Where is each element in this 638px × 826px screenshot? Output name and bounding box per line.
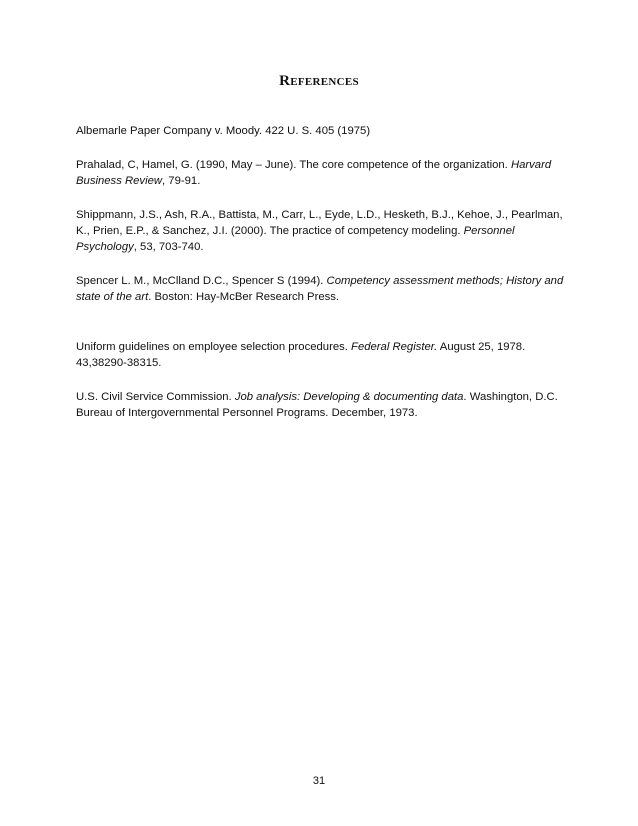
reference-text: Albemarle Paper Company v. Moody. 422 U. S. 405 (1975) bbox=[76, 125, 371, 137]
reference-list bbox=[76, 123, 576, 439]
reference-item bbox=[76, 157, 576, 189]
reference-text: , 53, 703-740. bbox=[133, 241, 204, 253]
reference-text: . Boston: Hay-McBer Research Press. bbox=[148, 291, 340, 303]
reference-source-title: Competency assessment methods; History and state of the art bbox=[76, 275, 564, 303]
page-number: 31 bbox=[312, 775, 326, 787]
reference-source-title: Harvard Business Review bbox=[76, 159, 552, 187]
reference-text: U.S. Civil Service Commission. bbox=[76, 391, 235, 403]
reference-text: Uniform guidelines on employee selection procedures. bbox=[76, 341, 352, 353]
reference-item bbox=[76, 389, 576, 421]
page-title: References bbox=[279, 73, 359, 89]
reference-text: August 25, 1978. 43,38290-38315. bbox=[76, 341, 526, 369]
reference-text: , 79-91. bbox=[162, 175, 201, 187]
reference-text: Shippmann, J.S., Ash, R.A., Battista, M., Carr, L., Eyde, L.D., Hesketh, B.J., Kehoe, J., Pearlman, K., Prien, E.P., & Sanchez, J.I. (2000). The practice of competency modeling. bbox=[76, 209, 563, 237]
reference-item bbox=[76, 207, 576, 255]
reference-item bbox=[76, 123, 576, 139]
reference-text: . Washington, D.C. Bureau of Intergovernmental Personnel Programs. December, 1973. bbox=[76, 391, 558, 419]
reference-source-title: Job analysis: Developing & documenting data bbox=[234, 391, 464, 403]
reference-item bbox=[76, 273, 576, 305]
reference-item bbox=[76, 339, 576, 371]
reference-text: Spencer L. M., McClland D.C., Spencer S (1994). bbox=[76, 275, 327, 287]
reference-source-title: Federal Register. bbox=[351, 341, 438, 353]
reference-source-title: Personnel Psychology bbox=[76, 225, 515, 253]
reference-text: Prahalad, C, Hamel, G. (1990, May – June). The core competence of the organization. bbox=[76, 159, 511, 171]
